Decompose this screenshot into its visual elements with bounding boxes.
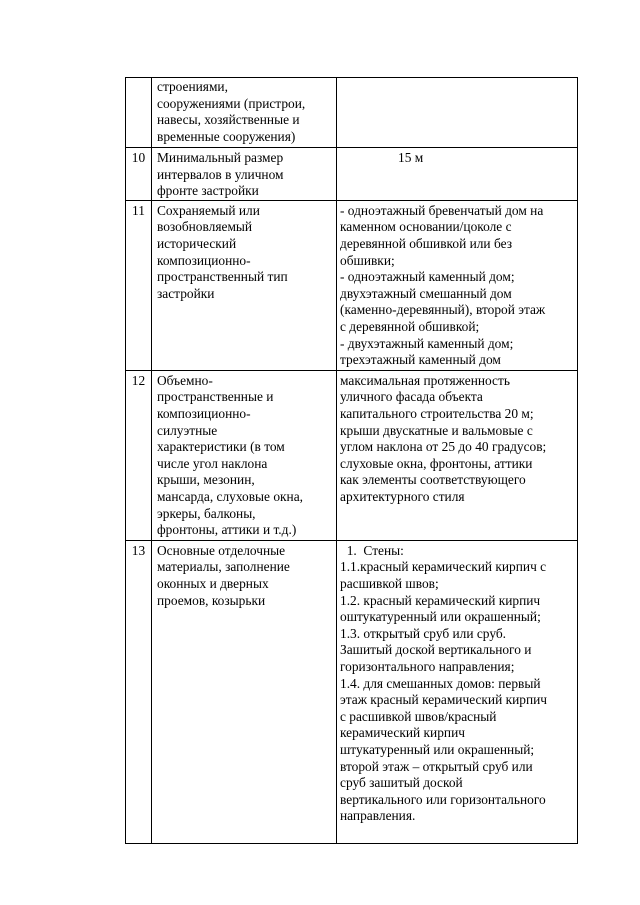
value-line: обшивки; (340, 252, 395, 268)
value-line: двухэтажный смешанный дом (340, 285, 512, 301)
characteristic-value (337, 148, 578, 201)
value-line: 1. Стены: (340, 542, 404, 558)
name-line: пространственный тип (157, 269, 288, 285)
characteristic-name (152, 148, 337, 201)
value-line: направления. (340, 808, 416, 824)
value-line: штукатуренный или окрашенный; (340, 741, 535, 757)
name-line: возобновляемый (157, 219, 253, 235)
name-line: застройки (157, 285, 215, 301)
value-line: деревянной обшивкой или без (340, 235, 512, 251)
characteristic-value (337, 540, 578, 843)
value-line: сруб зашитый доской (340, 775, 463, 791)
value-line: керамический кирпич (340, 725, 465, 741)
value-line: трехэтажный каменный дом (340, 352, 501, 368)
value-line: - одноэтажный каменный дом; (340, 269, 515, 285)
value-line: 1.4. для смешанных домов: первый (340, 675, 541, 691)
name-line: сооружениями (пристрои, (157, 95, 306, 111)
name-line: фронтоны, аттики и т.д.) (157, 522, 297, 538)
name-line: проемов, козырьки (157, 592, 266, 608)
row-number: 13 (126, 540, 152, 843)
value-line: углом наклона от 25 до 40 градусов; (340, 439, 547, 455)
value-line: с деревянной обшивкой; (340, 318, 480, 334)
name-line: мансарда, слуховые окна, (157, 488, 303, 504)
value-line: 1.2. красный керамический кирпич (340, 592, 541, 608)
table-body (126, 78, 578, 844)
value-line: каменном основании/цоколе с (340, 219, 512, 235)
table-row (126, 370, 578, 540)
name-line: Основные отделочные (157, 542, 286, 558)
name-line: Объемно- (157, 372, 213, 388)
value-line: 1.3. открытый сруб или сруб. (340, 625, 507, 641)
row-number (126, 78, 152, 148)
characteristic-value (337, 370, 578, 540)
row-number: 11 (126, 200, 152, 370)
value-line: уличного фасада объекта (340, 389, 483, 405)
value-line: горизонтального направления; (340, 658, 515, 674)
name-line: интервалов в уличном (157, 166, 284, 182)
name-line: композиционно- (157, 252, 251, 268)
row-number: 12 (126, 370, 152, 540)
name-line: крыши, мезонин, (157, 472, 255, 488)
table-row (126, 148, 578, 201)
table-row (126, 540, 578, 843)
characteristic-value (337, 200, 578, 370)
value-line: с расшивкой швов/красный (340, 708, 497, 724)
value-line: оштукатуренный или окрашенный; (340, 609, 541, 625)
value-line: 15 м (398, 150, 424, 165)
value-line: - двухэтажный каменный дом; (340, 335, 514, 351)
characteristic-name (152, 78, 337, 148)
name-line: временные сооружения) (157, 128, 296, 144)
name-line: Сохраняемый или (157, 202, 260, 218)
name-line: навесы, хозяйственные и (157, 112, 300, 128)
regulations-table (125, 77, 578, 844)
name-line: эркеры, балконы, (157, 505, 256, 521)
value-line: слуховые окна, фронтоны, аттики (340, 455, 533, 471)
characteristic-value (337, 78, 578, 148)
name-line: исторический (157, 235, 237, 251)
name-line: характеристики (в том (157, 439, 285, 455)
value-line: вертикального или горизонтального (340, 791, 546, 807)
value-line: как элементы соответствующего (340, 472, 526, 488)
table-row (126, 200, 578, 370)
name-line: числе угол наклона (157, 455, 268, 471)
name-line: фронте застройки (157, 183, 259, 199)
name-line: Минимальный размер (157, 150, 284, 165)
value-line: второй этаж – открытый сруб или (340, 758, 533, 774)
characteristic-name (152, 540, 337, 843)
row-number: 10 (126, 148, 152, 201)
name-line: пространственные и (157, 389, 274, 405)
value-line: капитального строительства 20 м; (340, 405, 534, 421)
table-row (126, 78, 578, 148)
name-line: материалы, заполнение (157, 559, 290, 575)
value-line: (каменно-деревянный), второй этаж (340, 302, 546, 318)
name-line: композиционно- (157, 405, 251, 421)
value-line: расшивкой швов; (340, 575, 439, 591)
name-line: строениями, (157, 79, 228, 94)
name-line: силуэтные (157, 422, 218, 438)
value-line: максимальная протяженность (340, 372, 510, 388)
value-line: 1.1.красный керамический кирпич с (340, 559, 547, 575)
value-line: - одноэтажный бревенчатый дом на (340, 202, 544, 218)
value-line: крыши двускатные и вальмовые с (340, 422, 533, 438)
value-line: архитектурного стиля (340, 488, 465, 504)
value-line: Зашитый доской вертикального и (340, 642, 532, 658)
name-line: оконных и дверных (157, 575, 269, 591)
characteristic-name (152, 200, 337, 370)
value-line: этаж красный керамический кирпич (340, 692, 548, 708)
characteristic-name (152, 370, 337, 540)
